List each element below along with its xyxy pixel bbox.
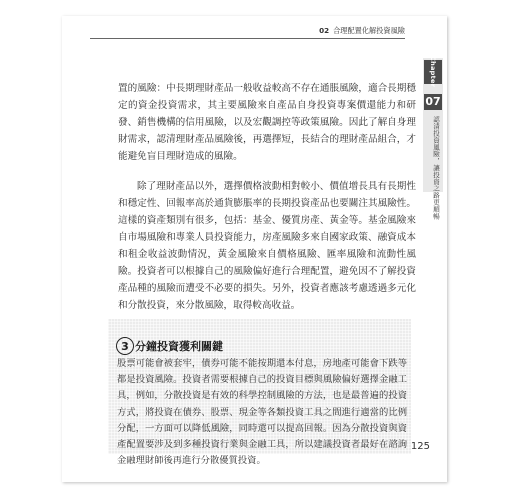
body-paragraph-1: 置的風險：中長期理財產品一般收益較高不存在通脹風險，適合長期穩定的資金投資需求，其主要風險來自產品自身投資專案價還能力和研發、銷售機構的信用風險，以及宏觀調控等政策風險。因此了解自身理財需求，認清理財產品風險後，再選擇短，長結合的理財產品組合，才能避免盲目理財造成的風險。	[118, 83, 416, 162]
chapter-tab-number: 07	[425, 95, 441, 108]
tip-heading	[116, 336, 223, 356]
running-header	[90, 24, 405, 39]
page-number: 125	[410, 441, 430, 452]
header-chapter-title: 合理配置化解投資風險	[333, 26, 405, 35]
tip-number-badge: 3	[116, 337, 134, 355]
header-chapter-number: 02	[319, 26, 330, 35]
chapter-tab-title: 認清投資風險，讓投資之路更順暢	[432, 116, 440, 220]
tip-body-text: 股票可能會被套牢，債券可能不能按期還本付息，房地產可能會下跌等都是投資風險。投資者需要根據自己的投資目標與風險偏好選擇金融工具，例如，分散投資是有效的科學控制風險的方法，也是最普遍的投資方式，將投資在債券、股票、現金等各類投資工具之間進行適當的比例分配，一方面可以降低風險，同時還可以提高回報。因為分散投資與資產配置要涉及到多種投資行業與金融工具，所以建議投資者最好在諮詢金融理財師後再進行分散優質投資。	[117, 358, 407, 467]
body-paragraph-2: 除了理財產品以外，選擇價格波動相對較小、價值增長具有長期性和穩定性、回報率高於通貨膨脹率的長期投資產品也要關注其風險性。這樣的資產類別有很多，包括：基金、優質房產、黃金等。基金風險來自市場風險和專業人員投資能力，房產風險多來自國家政策、融資成本和租金收益波動情況，黃金風險來自價格風險、匯率風險和流動性風險。投資者可以根據自己的風險偏好進行合理配置，避免因不了解投資產品種的風險而遭受不必要的損失。另外，投資者應該考慮透過多元化和分散投資，來分散風險，取得較高收益。	[118, 181, 416, 311]
chapter-tab-label: Chapter	[424, 60, 442, 84]
tip-heading-text: 分鐘投資獲利關鍵	[135, 340, 223, 353]
